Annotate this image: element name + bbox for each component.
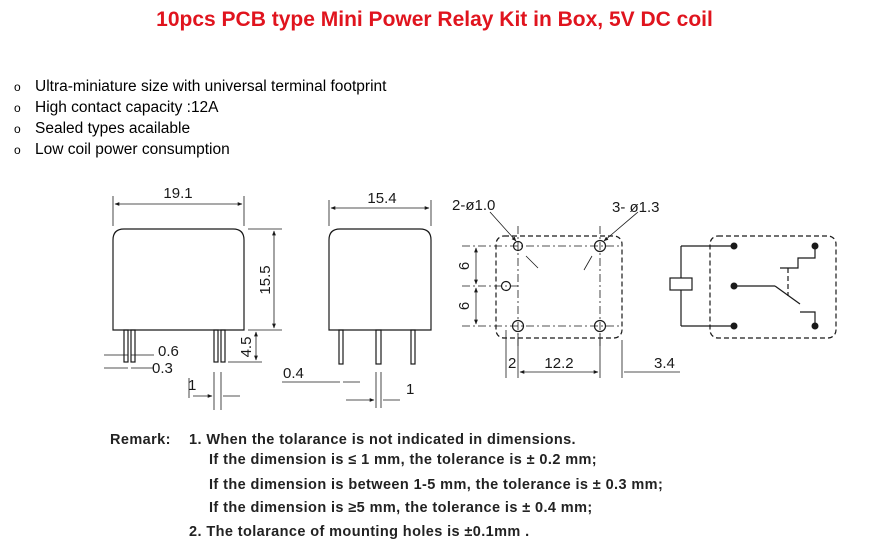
dim-pin-height-label: 4.5 xyxy=(238,336,255,358)
feature-text: High contact capacity :12A xyxy=(35,99,219,116)
bullet-icon: o xyxy=(14,122,21,136)
footprint-view xyxy=(452,197,680,378)
front-pin xyxy=(131,330,135,362)
dim-side-pin-label: 0.4 xyxy=(283,365,304,382)
feature-text: Sealed types acailable xyxy=(35,120,191,137)
schematic-outline xyxy=(710,236,836,338)
remark-line: If the dimension is between 1-5 mm, the tolerance is ± 0.3 mm; xyxy=(209,477,664,493)
dim-side-width-label: 15.4 xyxy=(367,190,397,207)
page-title: 10pcs PCB type Mini Power Relay Kit in Box, 5V DC coil xyxy=(156,8,713,31)
bullet-icon: o xyxy=(14,101,21,115)
dim-pin-width-label: 0.6 xyxy=(158,343,179,360)
feature-text: Low coil power consumption xyxy=(35,141,230,158)
spacing-top-label: 6 xyxy=(456,261,473,271)
side-body xyxy=(329,229,431,330)
dim-pin-spacing-label: 1 xyxy=(188,377,197,394)
coil-symbol xyxy=(670,278,692,290)
dim-side-pin-spacing-label: 1 xyxy=(406,381,415,398)
offset-label: 2 xyxy=(508,355,517,372)
remark-line: 2. The tolarance of mounting holes is ±0.1mm . xyxy=(189,524,530,540)
front-pin xyxy=(124,330,128,362)
remark-line: If the dimension is ≥5 mm, the tolerance is ± 0.4 mm; xyxy=(209,500,593,516)
spacing-bottom-label: 6 xyxy=(456,301,473,311)
front-view xyxy=(104,185,282,410)
remark-line: 1. When the tolarance is not indicated in dimensions. xyxy=(189,432,576,448)
dim-width-label: 19.1 xyxy=(163,185,193,202)
hole-small-label: 2-ø1.0 xyxy=(452,197,496,214)
side-pin xyxy=(339,330,343,364)
remark-line: If the dimension is ≤ 1 mm, the tolerance is ± 0.2 mm; xyxy=(209,452,598,468)
side-pin xyxy=(376,330,381,364)
front-body xyxy=(113,229,244,330)
bullet-icon: o xyxy=(14,143,21,157)
relay-schematic xyxy=(670,236,836,338)
pitch-label: 12.2 xyxy=(544,355,574,372)
front-pin xyxy=(214,330,218,362)
remark-heading: Remark: xyxy=(110,432,171,448)
dim-height-label: 15.5 xyxy=(257,265,274,295)
edge-label: 3.4 xyxy=(654,355,675,372)
side-view xyxy=(282,190,431,408)
hole-large-label: 3- ø1.3 xyxy=(612,199,660,216)
feature-text: Ultra-miniature size with universal terminal footprint xyxy=(35,78,387,95)
dim-pin-thickness-label: 0.3 xyxy=(152,360,173,377)
footprint-outline xyxy=(496,236,622,338)
side-pin xyxy=(411,330,415,364)
bullet-icon: o xyxy=(14,80,21,94)
front-pin xyxy=(221,330,225,362)
